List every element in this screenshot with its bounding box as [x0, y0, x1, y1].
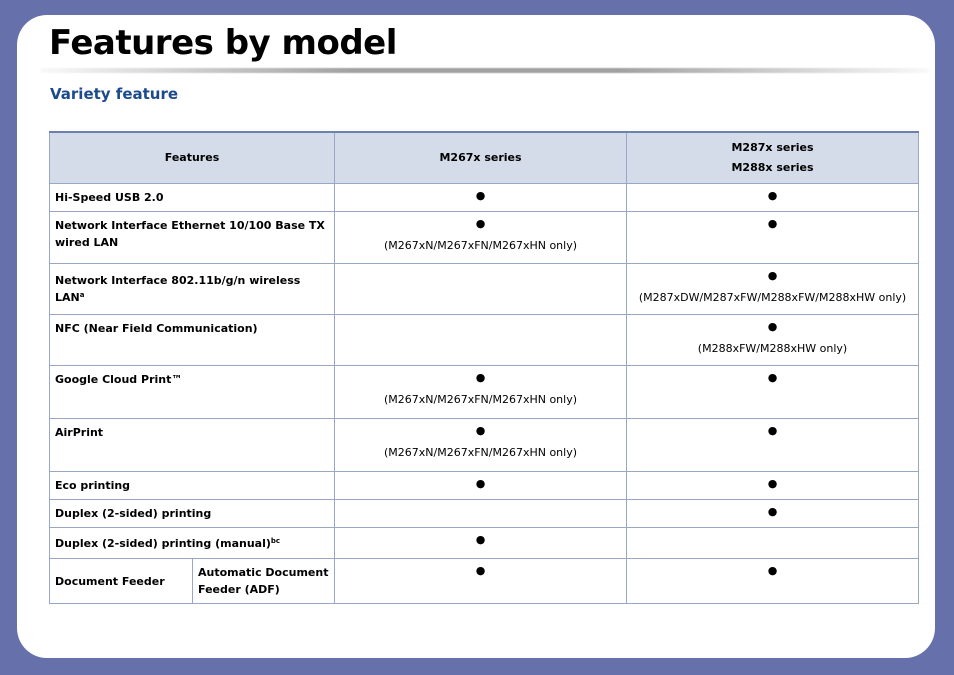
feature-cell: NFC (Near Field Communication)	[50, 315, 335, 366]
supported-dot: ●	[767, 505, 778, 518]
table-row	[50, 366, 919, 419]
supported-dot: ●	[767, 424, 778, 437]
feature-cell: Google Cloud Print™	[50, 366, 335, 419]
table-row	[50, 559, 919, 604]
m287x-cell	[627, 264, 919, 315]
supported-dot: ●	[767, 320, 778, 333]
table-row	[50, 500, 919, 528]
supported-dot: ●	[475, 533, 486, 546]
subfeature-cell: Automatic Document Feeder (ADF)	[193, 559, 335, 604]
table-row	[50, 315, 919, 366]
supported-dot: ●	[475, 564, 486, 577]
m287x-cell	[627, 528, 919, 559]
model-note: (M287xDW/M287xFW/M288xFW/M288xHW only)	[638, 291, 907, 304]
m267x-cell	[335, 184, 627, 212]
m287x-cell	[627, 559, 919, 604]
m287x-cell	[627, 419, 919, 472]
supported-dot: ●	[475, 477, 486, 490]
header-m288x: M288x series	[731, 161, 814, 174]
header-m267x: M267x series	[335, 132, 627, 184]
table-row	[50, 472, 919, 500]
feature-cell	[50, 528, 335, 559]
table-row	[50, 212, 919, 264]
m267x-cell	[335, 559, 627, 604]
feature-cell: Eco printing	[50, 472, 335, 500]
table-row	[50, 419, 919, 472]
m267x-cell	[335, 472, 627, 500]
supported-dot: ●	[767, 189, 778, 202]
model-note: (M267xN/M267xFN/M267xHN only)	[383, 393, 578, 406]
header-m287x: M287x series	[731, 141, 814, 154]
page-title: Features by model	[49, 23, 397, 63]
m287x-cell	[627, 184, 919, 212]
table-row	[50, 528, 919, 559]
table-row	[50, 184, 919, 212]
header-features: Features	[50, 132, 335, 184]
m267x-cell	[335, 500, 627, 528]
supported-dot: ●	[475, 189, 486, 202]
feature-label: Network Interface 802.11b/g/n wireless LAN	[55, 274, 301, 304]
section-heading: Variety feature	[50, 85, 179, 103]
footnote-mark: bc	[270, 537, 281, 545]
m287x-cell	[627, 472, 919, 500]
feature-cell: Hi-Speed USB 2.0	[50, 184, 335, 212]
table-row	[50, 264, 919, 315]
m267x-cell	[335, 366, 627, 419]
feature-cell	[50, 264, 335, 315]
header-m287x-m288x	[627, 132, 919, 184]
m287x-cell	[627, 500, 919, 528]
feature-cell: Duplex (2-sided) printing	[50, 500, 335, 528]
supported-dot: ●	[767, 269, 778, 282]
supported-dot: ●	[767, 371, 778, 384]
m287x-cell	[627, 366, 919, 419]
supported-dot: ●	[475, 217, 486, 230]
m267x-cell	[335, 212, 627, 264]
model-note: (M288xFW/M288xHW only)	[697, 342, 848, 355]
title-divider	[40, 68, 930, 73]
features-table	[49, 131, 919, 604]
model-note: (M267xN/M267xFN/M267xHN only)	[383, 239, 578, 252]
table-header-row	[50, 132, 919, 184]
supported-dot: ●	[767, 477, 778, 490]
m267x-cell	[335, 528, 627, 559]
feature-cell: Network Interface Ethernet 10/100 Base TX wired LAN	[50, 212, 335, 264]
m267x-cell	[335, 419, 627, 472]
supported-dot: ●	[767, 564, 778, 577]
m287x-cell	[627, 212, 919, 264]
model-note: (M267xN/M267xFN/M267xHN only)	[383, 446, 578, 459]
m287x-cell	[627, 315, 919, 366]
supported-dot: ●	[475, 424, 486, 437]
supported-dot: ●	[475, 371, 486, 384]
feature-cell: Document Feeder	[50, 559, 193, 604]
m267x-cell	[335, 315, 627, 366]
feature-label: Duplex (2-sided) printing (manual)	[55, 537, 271, 550]
feature-cell: AirPrint	[50, 419, 335, 472]
supported-dot: ●	[767, 217, 778, 230]
m267x-cell	[335, 264, 627, 315]
footnote-mark: a	[79, 291, 85, 299]
